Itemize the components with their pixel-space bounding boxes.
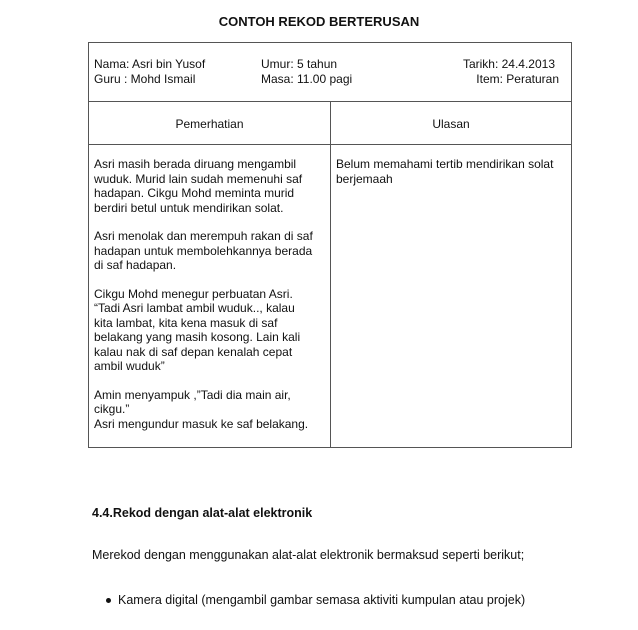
student-age: Umur: 5 tahun xyxy=(261,57,338,71)
section-heading: 4.4.Rekod dengan alat-alat elektronik xyxy=(92,506,313,520)
text-line: belakang yang masih kosong. Lain kali xyxy=(94,330,301,344)
text-line: Asri menolak dan merempuh rakan di saf xyxy=(94,229,313,243)
text-line: ambil wuduk” xyxy=(94,359,165,373)
teacher-name: Guru : Mohd Ismail xyxy=(94,72,196,86)
intro-paragraph: Merekod dengan menggunakan alat-alat elektronik bermaksud seperti berikut; xyxy=(92,548,525,562)
record-date: Tarikh: 24.4.2013 xyxy=(462,57,555,71)
text-line: Belum memahami tertib mendirikan solat xyxy=(336,157,554,171)
observation-paragraph xyxy=(94,157,328,215)
text-line: berjemaah xyxy=(336,171,393,186)
comment-cell xyxy=(336,157,568,186)
observation-paragraph xyxy=(94,229,328,273)
column-divider xyxy=(330,101,331,447)
observation-paragraph xyxy=(94,287,328,374)
continuous-record-table xyxy=(88,42,572,448)
observation-cell xyxy=(94,157,328,431)
text-line: kalau nak di saf depan kenalah cepat xyxy=(94,344,293,359)
text-line: Asri masih berada diruang mengambil xyxy=(94,157,297,171)
bullet-icon xyxy=(106,598,111,603)
bullet-item xyxy=(118,593,525,607)
text-line: berdiri betul untuk mendirikan solat. xyxy=(94,200,284,215)
record-header xyxy=(89,43,571,102)
bullet-text: Kamera digital (mengambil gambar semasa aktiviti kumpulan atau projek) xyxy=(118,593,526,607)
column-header-observation: Pemerhatian xyxy=(175,117,244,131)
student-name: Nama: Asri bin Yusof xyxy=(94,57,206,71)
text-line: hadapan. Cikgu Mohd meminta murid xyxy=(94,186,295,200)
text-line: hadapan untuk membolehkannya berada xyxy=(94,243,313,258)
observation-paragraph xyxy=(94,388,328,432)
record-time: Masa: 11.00 pagi xyxy=(261,72,353,86)
text-line: cikgu.” xyxy=(94,402,130,416)
text-line: Amin menyampuk ,”Tadi dia main air, xyxy=(94,387,291,402)
text-line: Cikgu Mohd menegur perbuatan Asri. xyxy=(94,286,293,301)
column-header-comment: Ulasan xyxy=(432,117,470,131)
record-item: Item: Peraturan xyxy=(476,72,559,86)
text-line: Asri mengundur masuk ke saf belakang. xyxy=(94,416,309,431)
text-line: kita lambat, kita kena masuk di saf xyxy=(94,315,278,330)
text-line: “Tadi Asri lambat ambil wuduk.., kalau xyxy=(94,301,295,315)
text-line: di saf hadapan. xyxy=(94,258,177,272)
page-title: CONTOH REKOD BERTERUSAN xyxy=(218,14,420,29)
text-line: wuduk. Murid lain sudah memenuhi saf xyxy=(94,171,303,186)
